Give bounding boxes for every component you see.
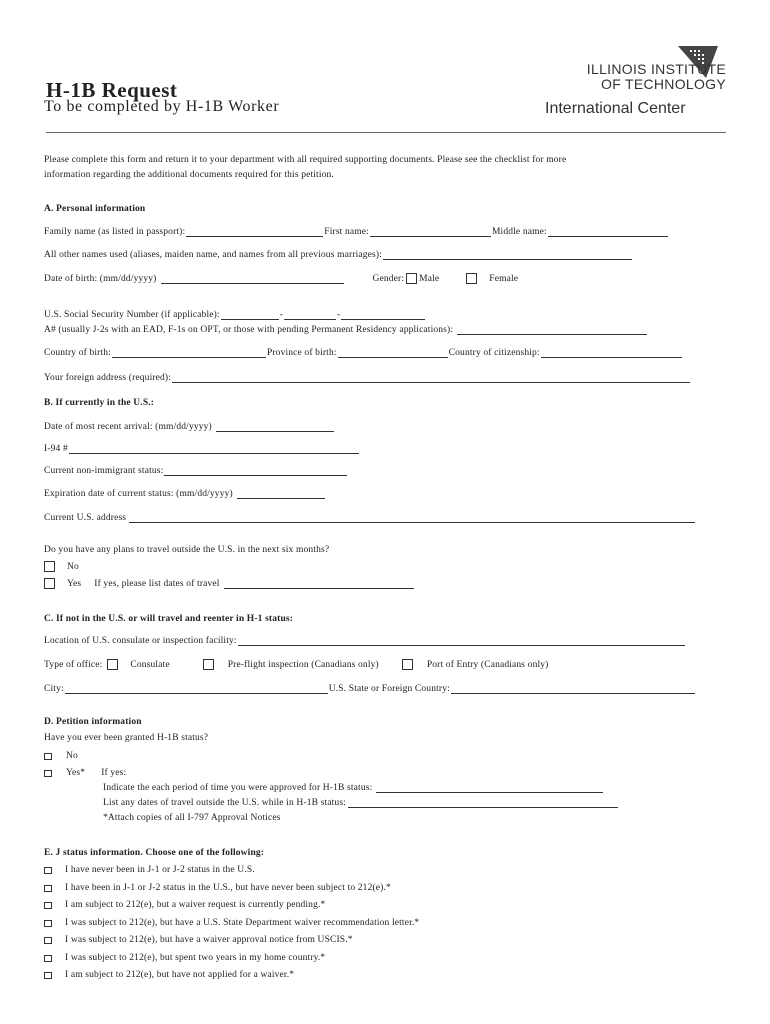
travel-no-checkbox[interactable]: [44, 561, 55, 572]
h1b-no-row: [44, 751, 78, 761]
city-field[interactable]: [65, 684, 328, 694]
j-status-checkbox[interactable]: [44, 955, 52, 962]
birth-citizenship-row: [44, 348, 683, 358]
j-status-option-label: I was subject to 212(e), but have a waiver approval notice from USCIS.*: [65, 935, 353, 945]
h1b-yes-label: Yes*: [66, 768, 86, 778]
preflight-checkbox[interactable]: [203, 659, 214, 670]
a-number-label: A# (usually J-2s with an EAD, F-1s on OPT, or those with pending Permanent Residency applications):: [44, 325, 454, 335]
ssn-part1-field[interactable]: [221, 310, 279, 320]
org-name: [528, 62, 726, 92]
h1b-travel-label: List any dates of travel outside the U.S. while in H-1B status:: [103, 798, 346, 808]
office-type-row: [44, 659, 548, 670]
travel-yes-row: [44, 578, 415, 589]
location-label: Location of U.S. consulate or inspection facility:: [44, 636, 237, 646]
expiration-field[interactable]: [237, 489, 325, 499]
city-row: [44, 684, 696, 694]
foreign-address-row: [44, 373, 691, 383]
state-country-label: U.S. State or Foreign Country:: [328, 684, 450, 694]
location-row: [44, 636, 686, 646]
i94-label: I-94 #: [44, 444, 68, 454]
j-status-option: [44, 865, 255, 875]
j-status-checkbox[interactable]: [44, 920, 52, 927]
header-divider: [46, 132, 726, 133]
travel-no-label: No: [67, 562, 79, 572]
female-label: Female: [489, 274, 519, 284]
gender-label: Gender:: [372, 274, 405, 284]
consulate-checkbox[interactable]: [107, 659, 118, 670]
expiration-row: [44, 489, 326, 499]
ssn-dash-1: -: [279, 310, 284, 320]
travel-dates-field[interactable]: [224, 579, 414, 589]
female-checkbox[interactable]: [466, 273, 477, 284]
org-unit: International Center: [545, 100, 686, 117]
ssn-dash-2: -: [337, 310, 341, 320]
j-status-checkbox[interactable]: [44, 867, 52, 874]
h1b-no-checkbox[interactable]: [44, 753, 52, 760]
first-name-label: First name:: [324, 227, 369, 237]
j-status-option-label: I am subject to 212(e), but a waiver request is currently pending.*: [65, 900, 326, 910]
ssn-label: U.S. Social Security Number (if applicable):: [44, 310, 220, 320]
h1b-no-label: No: [66, 751, 78, 761]
travel-dates-label: If yes, please list dates of travel: [94, 579, 220, 589]
male-label: Male: [419, 274, 440, 284]
form-title: H-1B Request: [46, 78, 178, 102]
middle-name-label: Middle name:: [491, 227, 547, 237]
j-status-option-label: I was subject to 212(e), but have a U.S. State Department waiver recommendation letter.*: [65, 917, 420, 928]
province-birth-field[interactable]: [338, 348, 448, 358]
province-birth-label: Province of birth:: [266, 348, 337, 358]
attach-note: *Attach copies of all I-797 Approval Notices: [103, 813, 281, 823]
j-status-option: [44, 918, 419, 928]
intro-line-2: information regarding the additional documents required for this petition.: [44, 170, 334, 180]
preflight-label: Pre-flight inspection (Canadians only): [227, 660, 379, 670]
office-type-label: Type of office:: [44, 660, 103, 670]
i94-field[interactable]: [69, 444, 359, 454]
section-a-heading: A. Personal information: [44, 204, 146, 214]
other-names-row: [44, 250, 633, 260]
male-checkbox[interactable]: [406, 273, 417, 284]
section-d-heading: D. Petition information: [44, 717, 142, 727]
h1b-yes-row: [44, 768, 126, 778]
port-entry-label: Port of Entry (Canadians only): [426, 660, 549, 670]
status-label: Current non-immigrant status:: [44, 466, 164, 476]
last-arrival-field[interactable]: [216, 422, 334, 432]
h1b-periods-field[interactable]: [376, 783, 603, 793]
country-birth-label: Country of birth:: [44, 348, 111, 358]
section-c-heading: C. If not in the U.S. or will travel and reenter in H-1 status:: [44, 614, 294, 624]
j-status-checkbox[interactable]: [44, 972, 52, 979]
country-citizenship-label: Country of citizenship:: [448, 348, 540, 358]
if-yes-label: If yes:: [101, 768, 127, 778]
h1b-travel-row: [103, 798, 619, 808]
ssn-part2-field[interactable]: [284, 310, 336, 320]
country-birth-field[interactable]: [112, 348, 266, 358]
country-citizenship-field[interactable]: [541, 348, 682, 358]
j-status-option: [44, 900, 325, 910]
expiration-label: Expiration date of current status: (mm/dd/yyyy): [44, 489, 233, 499]
middle-name-field[interactable]: [548, 227, 668, 237]
dob-gender-row: [44, 273, 724, 284]
section-e-heading: E. J status information. Choose one of the following:: [44, 848, 265, 858]
section-b-heading: B. If currently in the U.S.:: [44, 398, 155, 408]
other-names-field[interactable]: [383, 250, 632, 260]
dob-field[interactable]: [161, 274, 344, 284]
org-name-line2: OF TECHNOLOGY: [601, 76, 726, 92]
j-status-checkbox[interactable]: [44, 885, 52, 892]
j-status-checkbox[interactable]: [44, 937, 52, 944]
a-number-field[interactable]: [457, 325, 647, 335]
travel-yes-checkbox[interactable]: [44, 578, 55, 589]
status-field[interactable]: [164, 466, 347, 476]
last-arrival-label: Date of most recent arrival: (mm/dd/yyyy): [44, 422, 212, 432]
state-country-field[interactable]: [451, 684, 695, 694]
other-names-label: All other names used (aliases, maiden name, and names from all previous marriages):: [44, 250, 382, 260]
consulate-label: Consulate: [130, 660, 170, 670]
h1b-travel-field[interactable]: [348, 798, 618, 808]
location-field[interactable]: [238, 636, 685, 646]
h1b-periods-row: [103, 783, 604, 793]
port-entry-checkbox[interactable]: [402, 659, 413, 670]
j-status-option-label: I was subject to 212(e), but spent two years in my home country.*: [65, 952, 326, 963]
j-status-checkbox[interactable]: [44, 902, 52, 909]
travel-yes-label: Yes: [67, 579, 82, 589]
j-status-option: [44, 970, 294, 980]
ssn-part3-field[interactable]: [341, 310, 425, 320]
j-status-option-label: I have never been in J-1 or J-2 status in the U.S.: [65, 865, 255, 875]
intro-line-1: Please complete this form and return it to your department with all required supporting documents. Please see the checklist for more: [44, 155, 567, 165]
a-number-row: [44, 325, 648, 335]
family-name-label: Family name (as listed in passport):: [44, 227, 186, 237]
form-subtitle: To be completed by H-1B Worker: [44, 98, 280, 115]
ssn-row: [44, 310, 426, 320]
org-name-line1: ILLINOIS INSTITUTE: [586, 61, 726, 77]
foreign-address-field[interactable]: [172, 373, 690, 383]
h1b-question: Have you ever been granted H-1B status?: [44, 733, 209, 743]
j-status-option: [44, 953, 325, 963]
name-row: [44, 227, 669, 237]
dob-label: Date of birth: (mm/dd/yyyy): [44, 274, 157, 284]
city-label: City:: [44, 684, 64, 694]
foreign-address-label: Your foreign address (required):: [44, 373, 172, 383]
travel-question: Do you have any plans to travel outside the U.S. in the next six months?: [44, 545, 330, 555]
j-status-option: [44, 883, 391, 893]
h1b-yes-checkbox[interactable]: [44, 770, 52, 777]
h1b-periods-label: Indicate the each period of time you were approved for H-1B status:: [103, 783, 373, 793]
j-status-option-label: I am subject to 212(e), but have not applied for a waiver.*: [65, 970, 295, 980]
family-name-field[interactable]: [186, 227, 323, 237]
us-address-label: Current U.S. address: [44, 513, 127, 523]
status-row: [44, 466, 348, 476]
first-name-field[interactable]: [370, 227, 491, 237]
travel-no-row: [44, 561, 79, 572]
us-address-row: [44, 513, 696, 523]
j-status-option-label: I have been in J-1 or J-2 status in the U.S., but have never been subject to 212(e).*: [65, 882, 391, 893]
last-arrival-row: [44, 422, 335, 432]
i94-row: [44, 444, 360, 454]
j-status-option: [44, 935, 353, 945]
us-address-field[interactable]: [129, 513, 695, 523]
